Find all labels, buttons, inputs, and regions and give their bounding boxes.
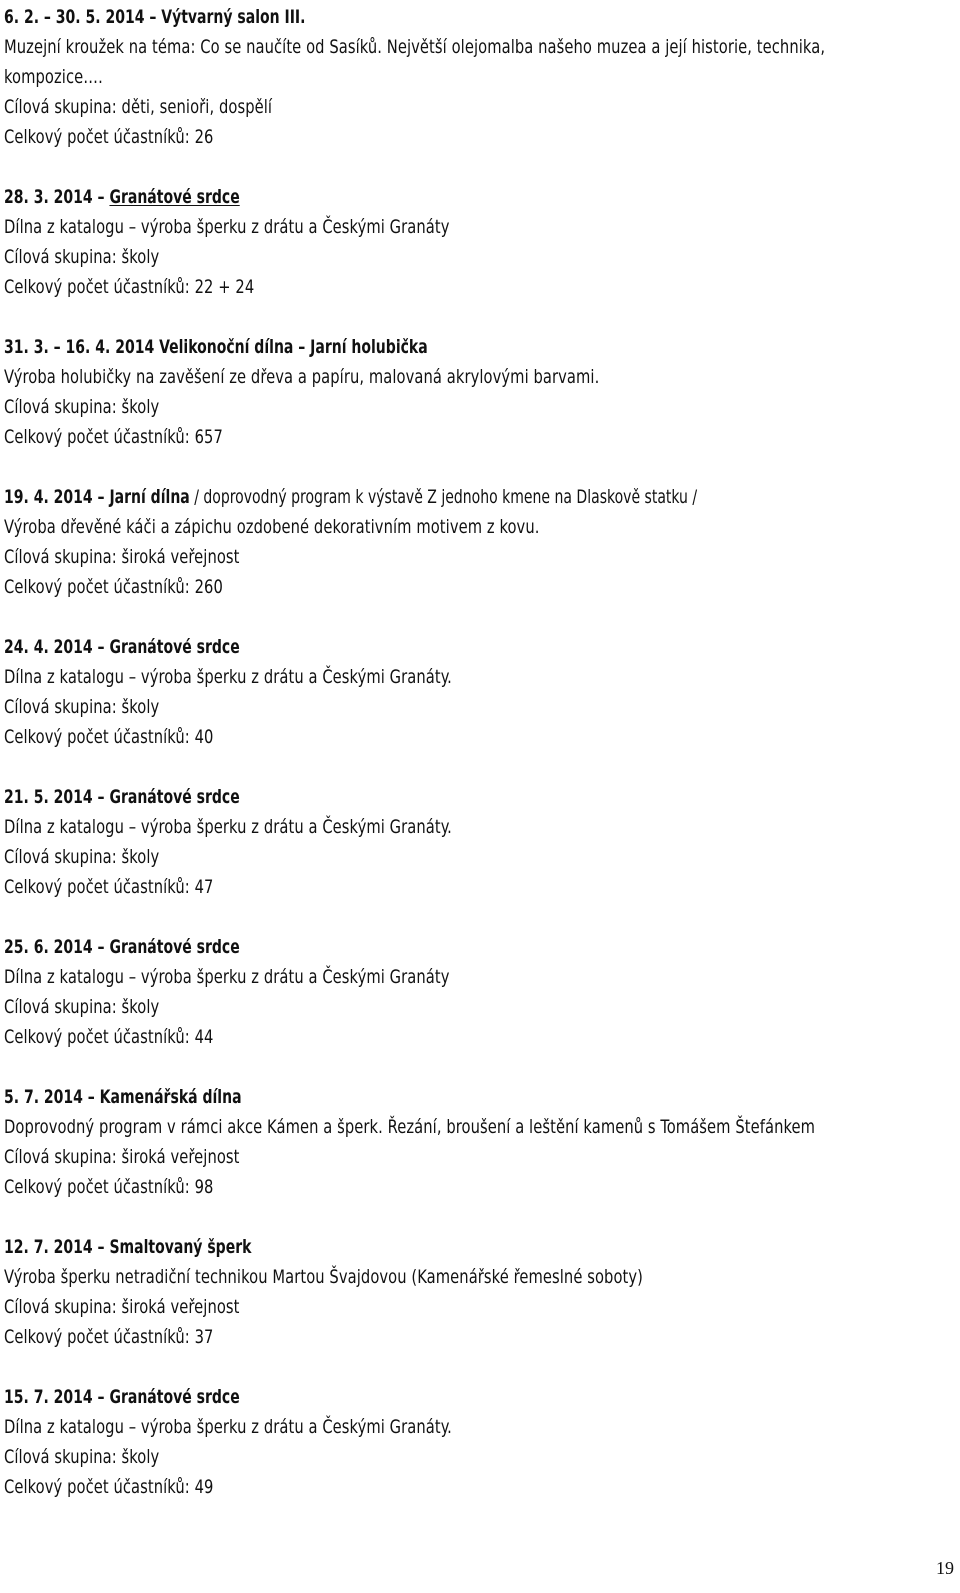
event-heading — [4, 1082, 785, 1112]
event-date: 24. 4. 2014 – — [4, 636, 105, 658]
event-participants: Celkový počet účastníků: 44 — [4, 1026, 214, 1048]
event-date: 25. 6. 2014 – — [4, 936, 105, 958]
event-participants: Celkový počet účastníků: 260 — [4, 576, 223, 598]
page-number: 19 — [936, 1558, 954, 1578]
event-title: Granátové srdce — [109, 186, 240, 208]
event-heading — [4, 1232, 785, 1262]
event-entry — [4, 782, 956, 902]
event-target-group: Cílová skupina: široká veřejnost — [4, 1146, 240, 1168]
event-participants: Celkový počet účastníků: 47 — [4, 876, 214, 898]
event-title: Smaltovaný šperk — [109, 1236, 252, 1258]
event-entry — [4, 482, 956, 602]
event-participants: Celkový počet účastníků: 657 — [4, 426, 223, 448]
event-title: Jarní holubička — [310, 336, 428, 358]
event-heading — [4, 182, 785, 212]
event-description: Dílna z katalogu – výroba šperku z drátu a Českými Granáty. — [4, 816, 452, 838]
event-description: Muzejní kroužek na téma: Co se naučíte od Sasíků. Největší olejomalba našeho muzea a její historie, technika, — [4, 36, 826, 58]
event-entry — [4, 632, 956, 752]
event-description: Výroba dřevěné káči a zápichu ozdobené dekorativním motivem z kovu. — [4, 516, 540, 538]
event-description: Doprovodný program v rámci akce Kámen a šperk. Řezání, broušení a leštění kamenů s Tomášem Štefánkem — [4, 1116, 816, 1138]
event-heading — [4, 932, 785, 962]
event-description: Výroba holubičky na zavěšení ze dřeva a papíru, malovaná akrylovými barvami. — [4, 366, 600, 388]
event-target-group: Cílová skupina: děti, senioři, dospělí — [4, 96, 273, 118]
event-date: 28. 3. 2014 – — [4, 186, 105, 208]
event-target-group: Cílová skupina: široká veřejnost — [4, 546, 240, 568]
event-heading — [4, 332, 785, 362]
event-participants: Celkový počet účastníků: 37 — [4, 1326, 214, 1348]
event-participants: Celkový počet účastníků: 22 + 24 — [4, 276, 255, 298]
event-target-group: Cílová skupina: školy — [4, 996, 160, 1018]
event-title-suffix: / doprovodný program k výstavě Z jednoho kmene na Dlaskově statku / — [189, 486, 698, 508]
event-target-group: Cílová skupina: školy — [4, 246, 160, 268]
event-entry — [4, 1232, 956, 1352]
event-description-cont: kompozice…. — [4, 66, 103, 88]
event-description: Dílna z katalogu – výroba šperku z drátu a Českými Granáty — [4, 216, 450, 238]
event-date: 12. 7. 2014 – — [4, 1236, 105, 1258]
event-date: 6. 2. – 30. 5. 2014 – — [4, 6, 157, 28]
event-heading — [4, 782, 785, 812]
event-date: 19. 4. 2014 – — [4, 486, 105, 508]
event-participants: Celkový počet účastníků: 49 — [4, 1476, 214, 1498]
event-entry — [4, 332, 956, 452]
event-entry — [4, 1082, 956, 1202]
event-heading — [4, 2, 785, 32]
event-date: 21. 5. 2014 – — [4, 786, 105, 808]
event-date: 31. 3. – 16. 4. 2014 Velikonoční dílna – — [4, 336, 306, 358]
event-title: Jarní dílna — [109, 486, 190, 508]
event-title: Granátové srdce — [109, 936, 240, 958]
document-page — [4, 2, 956, 1502]
event-description: Dílna z katalogu – výroba šperku z drátu a Českými Granáty. — [4, 1416, 452, 1438]
event-target-group: Cílová skupina: školy — [4, 396, 160, 418]
event-heading — [4, 482, 785, 512]
event-title: Granátové srdce — [109, 636, 240, 658]
event-target-group: Cílová skupina: školy — [4, 846, 160, 868]
event-target-group: Cílová skupina: školy — [4, 696, 160, 718]
event-target-group: Cílová skupina: školy — [4, 1446, 160, 1468]
event-heading — [4, 1382, 785, 1412]
event-participants: Celkový počet účastníků: 26 — [4, 126, 214, 148]
event-entry — [4, 932, 956, 1052]
event-date: 15. 7. 2014 – — [4, 1386, 105, 1408]
event-title: Výtvarný salon III. — [161, 6, 306, 28]
event-entry — [4, 1382, 956, 1502]
event-participants: Celkový počet účastníků: 40 — [4, 726, 214, 748]
event-title: Granátové srdce — [109, 1386, 240, 1408]
event-title: Kamenářská dílna — [99, 1086, 242, 1108]
event-description: Dílna z katalogu – výroba šperku z drátu a Českými Granáty. — [4, 666, 452, 688]
event-entry — [4, 2, 956, 152]
event-heading — [4, 632, 785, 662]
event-description: Dílna z katalogu – výroba šperku z drátu a Českými Granáty — [4, 966, 450, 988]
event-entry — [4, 182, 956, 302]
event-title: Granátové srdce — [109, 786, 240, 808]
event-date: 5. 7. 2014 – — [4, 1086, 95, 1108]
event-target-group: Cílová skupina: široká veřejnost — [4, 1296, 240, 1318]
event-description: Výroba šperku netradiční technikou Martou Švajdovou (Kamenářské řemeslné soboty) — [4, 1266, 644, 1288]
event-participants: Celkový počet účastníků: 98 — [4, 1176, 214, 1198]
